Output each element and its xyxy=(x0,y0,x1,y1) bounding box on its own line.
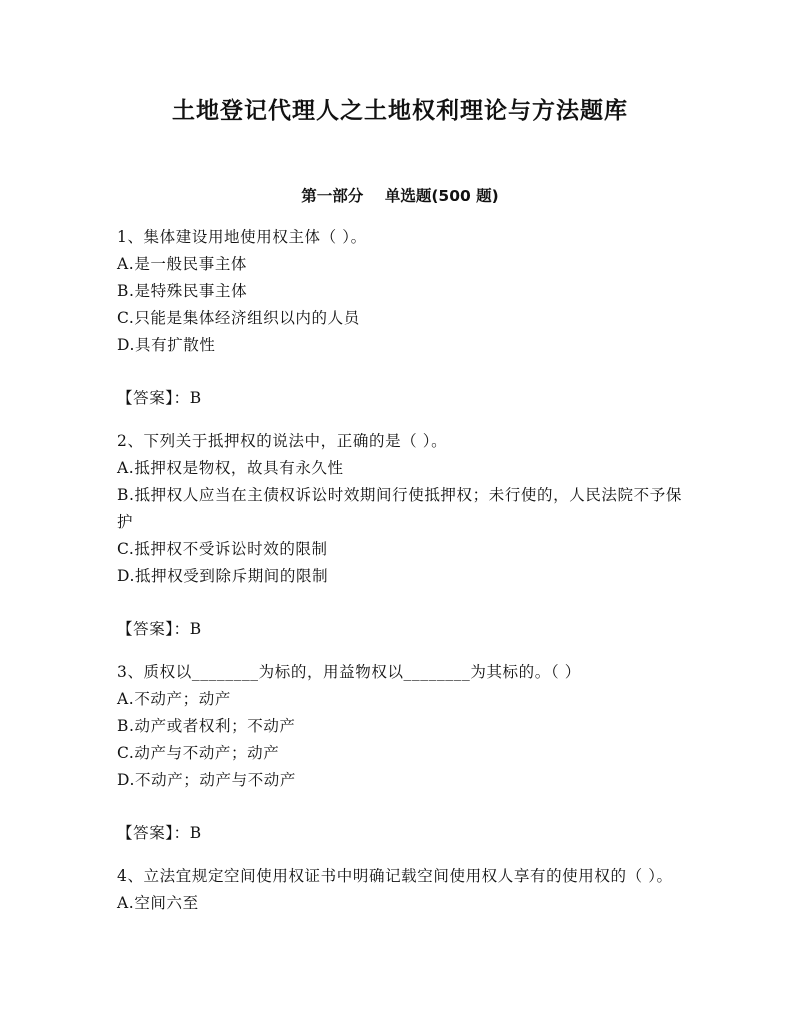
question-option: B.抵押权人应当在主债权诉讼时效期间行使抵押权；未行使的，人民法院不予保护 xyxy=(117,486,682,531)
question-answer: 【答案】：B xyxy=(117,620,202,638)
question-option: D.具有扩散性 xyxy=(117,336,216,354)
question-stem: 3、质权以________为标的，用益物权以________为其标的。（ ） xyxy=(117,663,581,681)
question-stem: 1、集体建设用地使用权主体（ ）。 xyxy=(117,228,367,246)
section-heading: 第一部分 单选题(500 题) xyxy=(301,187,499,205)
question-item xyxy=(117,224,687,412)
question-stem: 2、下列关于抵押权的说法中，正确的是（ ）。 xyxy=(117,432,448,450)
document-title: 土地登记代理人之土地权利理论与方法题库 xyxy=(172,98,628,124)
question-item xyxy=(117,659,687,847)
question-option: B.动产或者权利；不动产 xyxy=(117,717,296,735)
question-list xyxy=(117,224,687,933)
question-option: C.只能是集体经济组织以内的人员 xyxy=(117,309,360,327)
question-answer: 【答案】：B xyxy=(117,389,202,407)
question-option: A.是一般民事主体 xyxy=(117,255,248,273)
question-option: C.动产与不动产；动产 xyxy=(117,744,280,762)
question-answer: 【答案】：B xyxy=(117,824,202,842)
question-stem: 4、立法宜规定空间使用权证书中明确记载空间使用权人享有的使用权的（ ）。 xyxy=(117,867,673,885)
question-option: C.抵押权不受诉讼时效的限制 xyxy=(117,540,328,558)
question-item xyxy=(117,428,687,643)
question-option: A.空间六至 xyxy=(117,894,199,912)
question-item xyxy=(117,863,687,917)
question-option: D.抵押权受到除斥期间的限制 xyxy=(117,567,329,585)
question-option: B.是特殊民事主体 xyxy=(117,282,248,300)
question-option: A.不动产；动产 xyxy=(117,690,231,708)
question-option: D.不动产；动产与不动产 xyxy=(117,771,297,789)
question-option: A.抵押权是物权，故具有永久性 xyxy=(117,459,344,477)
